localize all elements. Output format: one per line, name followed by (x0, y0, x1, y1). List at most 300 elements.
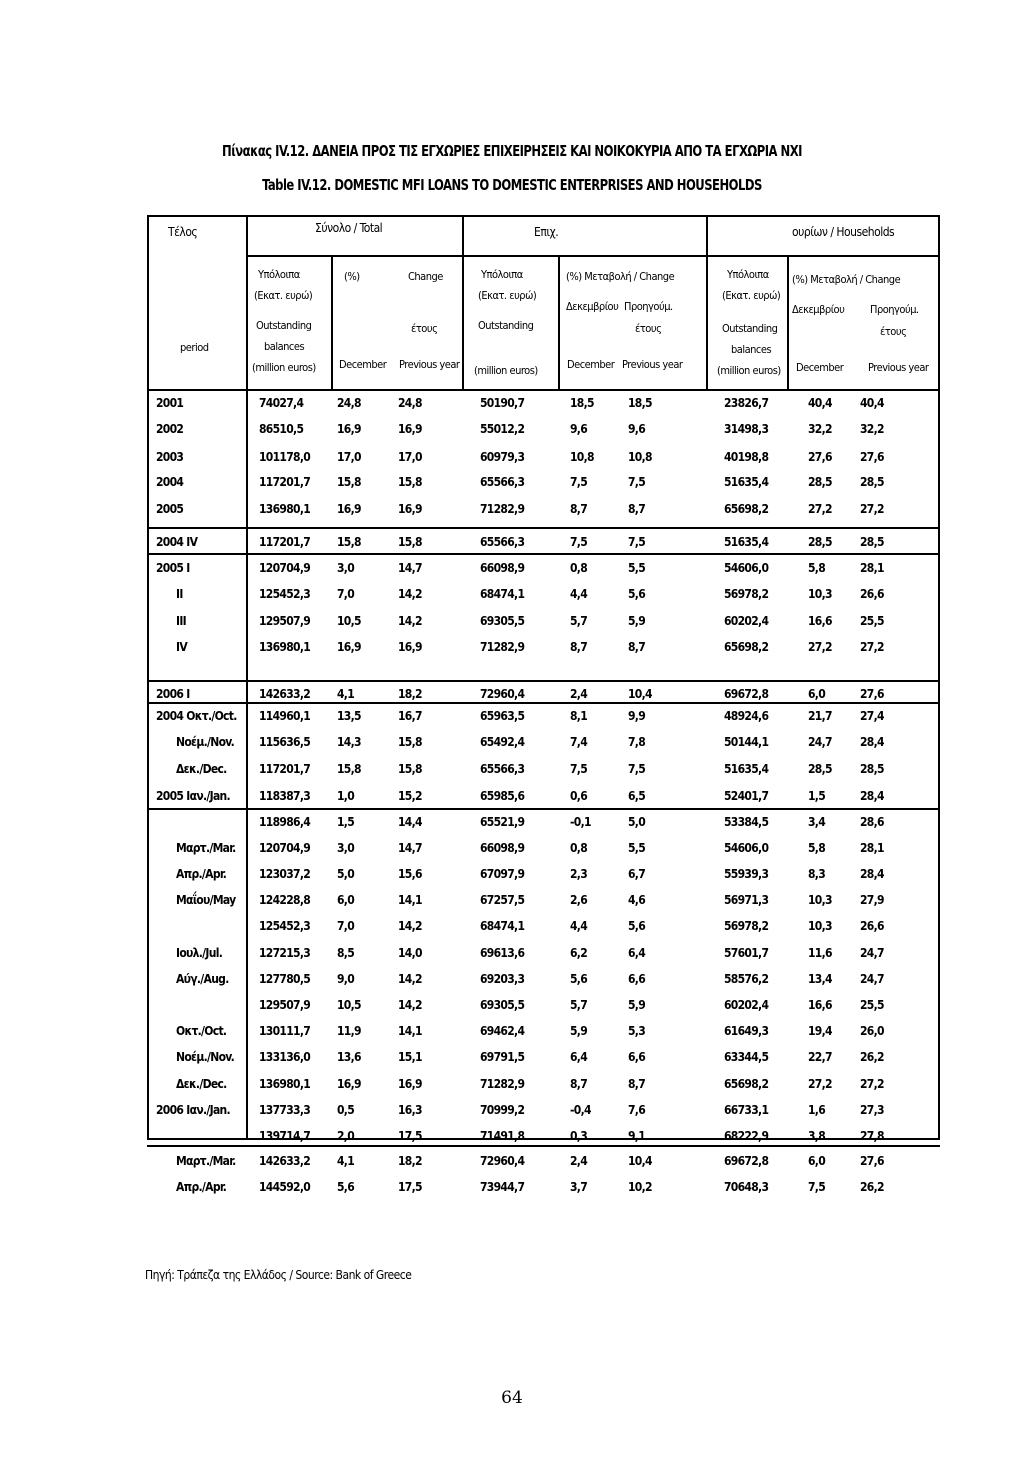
cell-total-change-prev: 14,2 (398, 998, 422, 1012)
cell-hh-change-prev: 40,4 (860, 396, 884, 410)
cell-total-outstanding: 142633,2 (259, 687, 311, 701)
cell-ent-change-prev: 7,5 (628, 535, 646, 549)
header-outstanding-en: Outstanding (256, 319, 312, 332)
cell-total-change-prev: 15,8 (398, 535, 422, 549)
table-row (0, 683, 1024, 705)
cell-ent-change-dec: 0,3 (570, 1129, 588, 1143)
cell-hh-outstanding: 53384,5 (724, 815, 769, 829)
header-outstanding-unit: (Εκατ. ευρώ) (478, 289, 537, 302)
grid-line (331, 255, 333, 389)
row-period-label: Μαρτ./Mar. (176, 841, 236, 855)
cell-total-change-dec: 17,0 (337, 450, 361, 464)
cell-ent-change-prev: 8,7 (628, 502, 646, 516)
cell-ent-outstanding: 69203,3 (480, 972, 525, 986)
header-balances-en: balances (264, 340, 305, 353)
cell-total-change-dec: 1,0 (337, 789, 355, 803)
cell-hh-change-dec: 27,2 (808, 502, 832, 516)
cell-ent-change-dec: 0,8 (570, 841, 588, 855)
cell-hh-change-prev: 27,6 (860, 1154, 884, 1168)
row-period-label: III (176, 614, 186, 628)
cell-hh-change-dec: 5,8 (808, 561, 826, 575)
header-outstanding-unit: (Εκατ. ευρώ) (722, 289, 781, 302)
cell-total-change-prev: 14,0 (398, 946, 422, 960)
table-row (0, 392, 1024, 414)
cell-ent-change-prev: 10,4 (628, 1154, 652, 1168)
cell-ent-change-dec: 0,6 (570, 789, 588, 803)
table-row (0, 557, 1024, 579)
cell-hh-change-dec: 32,2 (808, 422, 832, 436)
cell-total-outstanding: 129507,9 (259, 998, 311, 1012)
cell-ent-change-dec: 6,4 (570, 1050, 588, 1064)
cell-hh-change-prev: 27,2 (860, 502, 884, 516)
cell-hh-change-prev: 27,9 (860, 893, 884, 907)
cell-ent-outstanding: 69462,4 (480, 1024, 525, 1038)
cell-hh-change-prev: 28,5 (860, 535, 884, 549)
cell-total-outstanding: 137733,3 (259, 1103, 311, 1117)
grid-line (462, 215, 464, 389)
cell-hh-change-dec: 11,6 (808, 946, 832, 960)
cell-total-outstanding: 120704,9 (259, 841, 311, 855)
cell-total-change-prev: 15,6 (398, 867, 422, 881)
row-period-label: Αύγ./Aug. (176, 972, 229, 986)
cell-hh-change-prev: 26,0 (860, 1024, 884, 1038)
cell-hh-change-dec: 10,3 (808, 919, 832, 933)
cell-total-change-dec: 1,5 (337, 815, 355, 829)
cell-hh-change-dec: 6,0 (808, 1154, 826, 1168)
cell-total-change-dec: 15,8 (337, 535, 361, 549)
cell-hh-change-prev: 28,4 (860, 789, 884, 803)
cell-total-change-dec: 8,5 (337, 946, 355, 960)
cell-hh-outstanding: 50144,1 (724, 735, 769, 749)
cell-ent-change-dec: 8,7 (570, 502, 588, 516)
cell-hh-change-dec: 1,6 (808, 1103, 826, 1117)
cell-total-change-prev: 14,7 (398, 561, 422, 575)
row-period-label: Απρ./Apr. (176, 1180, 227, 1194)
header-year-el: έτους (411, 322, 438, 335)
cell-ent-outstanding: 71282,9 (480, 640, 525, 654)
page-number: 64 (501, 1388, 523, 1408)
cell-hh-change-prev: 27,2 (860, 1077, 884, 1091)
cell-ent-outstanding: 72960,4 (480, 687, 525, 701)
row-period-label: 2005 I (156, 561, 190, 575)
cell-total-change-prev: 17,5 (398, 1129, 422, 1143)
cell-hh-change-dec: 24,7 (808, 735, 832, 749)
cell-hh-outstanding: 60202,4 (724, 998, 769, 1012)
grid-line (147, 553, 940, 555)
header-year-el: έτους (635, 322, 662, 335)
cell-ent-outstanding: 65963,5 (480, 709, 525, 723)
cell-total-change-prev: 16,3 (398, 1103, 422, 1117)
table-row (0, 446, 1024, 468)
cell-total-change-prev: 14,2 (398, 919, 422, 933)
cell-total-outstanding: 129507,9 (259, 614, 311, 628)
cell-hh-outstanding: 31498,3 (724, 422, 769, 436)
cell-total-change-prev: 15,2 (398, 789, 422, 803)
cell-ent-outstanding: 69305,5 (480, 614, 525, 628)
cell-ent-change-prev: 9,6 (628, 422, 646, 436)
cell-ent-change-dec: 7,5 (570, 762, 588, 776)
header-outstanding-el: Υπόλοιπα (727, 268, 769, 281)
cell-total-change-prev: 17,5 (398, 1180, 422, 1194)
cell-total-change-prev: 15,8 (398, 762, 422, 776)
cell-ent-change-dec: 2,6 (570, 893, 588, 907)
row-period-label: Ιουλ./Jul. (176, 946, 223, 960)
header-year-el: έτους (880, 325, 907, 338)
cell-total-outstanding: 127215,3 (259, 946, 311, 960)
cell-ent-outstanding: 50190,7 (480, 396, 525, 410)
cell-ent-outstanding: 55012,2 (480, 422, 525, 436)
cell-ent-outstanding: 71282,9 (480, 1077, 525, 1091)
cell-hh-outstanding: 70648,3 (724, 1180, 769, 1194)
cell-total-outstanding: 144592,0 (259, 1180, 311, 1194)
cell-ent-change-prev: 10,4 (628, 687, 652, 701)
cell-ent-change-dec: 5,6 (570, 972, 588, 986)
cell-total-outstanding: 125452,3 (259, 587, 311, 601)
cell-ent-change-dec: -0,1 (570, 815, 591, 829)
cell-ent-outstanding: 69613,6 (480, 946, 525, 960)
cell-total-outstanding: 127780,5 (259, 972, 311, 986)
cell-ent-change-dec: 10,8 (570, 450, 594, 464)
cell-ent-change-prev: 5,6 (628, 587, 646, 601)
row-period-label: Μαρτ./Mar. (176, 1154, 236, 1168)
cell-ent-change-dec: 2,3 (570, 867, 588, 881)
table-row (0, 705, 1024, 727)
table-row (0, 863, 1024, 885)
cell-ent-outstanding: 72960,4 (480, 1154, 525, 1168)
header-group-enterprises: Επιχ. (534, 225, 559, 239)
cell-total-outstanding: 120704,9 (259, 561, 311, 575)
cell-hh-change-dec: 40,4 (808, 396, 832, 410)
cell-total-change-dec: 4,1 (337, 1154, 355, 1168)
cell-ent-change-prev: 5,9 (628, 614, 646, 628)
cell-ent-change-dec: 4,4 (570, 919, 588, 933)
header-previous-year-en: Previous year (868, 361, 929, 374)
cell-hh-change-prev: 28,6 (860, 815, 884, 829)
cell-total-change-dec: 3,0 (337, 561, 355, 575)
cell-total-change-prev: 16,9 (398, 1077, 422, 1091)
cell-ent-change-prev: 8,7 (628, 1077, 646, 1091)
cell-hh-change-dec: 7,5 (808, 1180, 826, 1194)
cell-hh-change-prev: 28,5 (860, 475, 884, 489)
cell-total-outstanding: 136980,1 (259, 640, 311, 654)
row-period-label: 2004 Οκτ./Oct. (156, 709, 237, 723)
cell-ent-outstanding: 67257,5 (480, 893, 525, 907)
cell-hh-change-dec: 5,8 (808, 841, 826, 855)
grid-line (147, 389, 940, 391)
cell-total-outstanding: 133136,0 (259, 1050, 311, 1064)
header-december-el: Δεκεμβρίου (792, 303, 845, 316)
cell-total-outstanding: 74027,4 (259, 396, 304, 410)
cell-total-change-dec: 0,5 (337, 1103, 355, 1117)
cell-ent-change-prev: 5,5 (628, 561, 646, 575)
cell-hh-change-dec: 27,6 (808, 450, 832, 464)
header-december-el: Δεκεμβρίου (566, 300, 619, 313)
cell-total-change-prev: 14,2 (398, 587, 422, 601)
cell-hh-change-prev: 26,2 (860, 1180, 884, 1194)
cell-total-outstanding: 130111,7 (259, 1024, 311, 1038)
cell-hh-change-dec: 16,6 (808, 998, 832, 1012)
cell-ent-change-dec: 8,7 (570, 640, 588, 654)
row-period-label: 2002 (156, 422, 184, 436)
cell-ent-change-dec: 2,4 (570, 687, 588, 701)
cell-total-change-prev: 15,8 (398, 475, 422, 489)
cell-hh-outstanding: 56971,3 (724, 893, 769, 907)
cell-hh-outstanding: 58576,2 (724, 972, 769, 986)
cell-hh-outstanding: 57601,7 (724, 946, 769, 960)
cell-hh-change-dec: 6,0 (808, 687, 826, 701)
cell-hh-change-dec: 3,4 (808, 815, 826, 829)
cell-hh-outstanding: 54606,0 (724, 561, 769, 575)
cell-total-change-dec: 16,9 (337, 502, 361, 516)
cell-hh-change-prev: 25,5 (860, 614, 884, 628)
cell-ent-outstanding: 66098,9 (480, 561, 525, 575)
cell-total-outstanding: 117201,7 (259, 475, 311, 489)
row-period-label: 2005 (156, 502, 184, 516)
header-outstanding-en: Outstanding (478, 319, 534, 332)
cell-total-change-prev: 24,8 (398, 396, 422, 410)
cell-hh-outstanding: 55939,3 (724, 867, 769, 881)
cell-ent-change-prev: 9,1 (628, 1129, 646, 1143)
cell-hh-change-prev: 26,6 (860, 587, 884, 601)
cell-ent-change-dec: 8,1 (570, 709, 588, 723)
cell-ent-change-dec: 7,5 (570, 535, 588, 549)
cell-ent-change-prev: 7,8 (628, 735, 646, 749)
cell-total-change-dec: 4,1 (337, 687, 355, 701)
cell-hh-change-dec: 22,7 (808, 1050, 832, 1064)
cell-ent-change-dec: 5,9 (570, 1024, 588, 1038)
cell-total-change-prev: 16,7 (398, 709, 422, 723)
row-period-label: 2004 (156, 475, 184, 489)
cell-ent-change-dec: 0,8 (570, 561, 588, 575)
cell-hh-outstanding: 56978,2 (724, 919, 769, 933)
cell-hh-change-dec: 16,6 (808, 614, 832, 628)
cell-total-change-prev: 17,0 (398, 450, 422, 464)
cell-total-change-dec: 16,9 (337, 1077, 361, 1091)
cell-hh-change-prev: 27,2 (860, 640, 884, 654)
table-row (0, 994, 1024, 1016)
cell-total-change-prev: 15,8 (398, 735, 422, 749)
cell-ent-outstanding: 66098,9 (480, 841, 525, 855)
cell-total-change-dec: 10,5 (337, 614, 361, 628)
cell-ent-outstanding: 71282,9 (480, 502, 525, 516)
cell-hh-change-prev: 28,5 (860, 762, 884, 776)
cell-hh-change-dec: 27,2 (808, 1077, 832, 1091)
cell-total-change-prev: 14,1 (398, 1024, 422, 1038)
grid-line (147, 527, 940, 529)
cell-hh-change-dec: 10,3 (808, 587, 832, 601)
cell-total-outstanding: 118387,3 (259, 789, 311, 803)
cell-ent-change-dec: 18,5 (570, 396, 594, 410)
cell-hh-outstanding: 40198,8 (724, 450, 769, 464)
cell-hh-change-dec: 13,4 (808, 972, 832, 986)
row-period-label: 2006 Ιαν./Jan. (156, 1103, 230, 1117)
cell-ent-outstanding: 65492,4 (480, 735, 525, 749)
cell-hh-change-prev: 28,4 (860, 867, 884, 881)
cell-hh-outstanding: 65698,2 (724, 502, 769, 516)
cell-hh-outstanding: 48924,6 (724, 709, 769, 723)
cell-total-outstanding: 123037,2 (259, 867, 311, 881)
cell-hh-change-prev: 27,8 (860, 1129, 884, 1143)
table-row (0, 785, 1024, 807)
cell-hh-change-prev: 25,5 (860, 998, 884, 1012)
source-note: Πηγή: Τράπεζα της Ελλάδος / Source: Bank of Greece (145, 1268, 412, 1282)
cell-total-change-dec: 7,0 (337, 587, 355, 601)
cell-hh-change-prev: 27,3 (860, 1103, 884, 1117)
cell-hh-change-prev: 32,2 (860, 422, 884, 436)
cell-ent-change-prev: 5,3 (628, 1024, 646, 1038)
cell-hh-outstanding: 61649,3 (724, 1024, 769, 1038)
grid-line (147, 680, 940, 682)
header-outstanding-en: Outstanding (722, 322, 778, 335)
cell-ent-outstanding: 65566,3 (480, 475, 525, 489)
table-row (0, 1020, 1024, 1042)
cell-total-change-prev: 18,2 (398, 1154, 422, 1168)
cell-total-outstanding: 117201,7 (259, 535, 311, 549)
cell-hh-change-prev: 27,6 (860, 450, 884, 464)
cell-hh-change-prev: 27,6 (860, 687, 884, 701)
cell-ent-change-prev: 10,2 (628, 1180, 652, 1194)
cell-ent-outstanding: 73944,7 (480, 1180, 525, 1194)
header-outstanding-el: Υπόλοιπα (481, 268, 523, 281)
table-title-greek: Πίνακας IV.12. ΔΑΝΕΙΑ ΠΡΟΣ ΤΙΣ ΕΓΧΩΡΙΕΣ ΕΠΙΧΕΙΡΗΣΕΙΣ ΚΑΙ ΝΟΙΚΟΚΥΡΙΑ ΑΠΟ ΤΑ ΕΓΧΩΡΙΑ ΝΧΙ (222, 142, 802, 160)
row-period-label: Νοέμ./Nov. (176, 735, 235, 749)
cell-ent-outstanding: 68474,1 (480, 919, 525, 933)
header-group-households: ουρίων / Households (792, 225, 895, 239)
cell-total-change-dec: 24,8 (337, 396, 361, 410)
cell-hh-change-dec: 3,8 (808, 1129, 826, 1143)
cell-hh-outstanding: 51635,4 (724, 475, 769, 489)
cell-total-outstanding: 115636,5 (259, 735, 311, 749)
cell-ent-change-prev: 6,7 (628, 867, 646, 881)
table-row (0, 418, 1024, 440)
cell-hh-outstanding: 56978,2 (724, 587, 769, 601)
cell-total-change-prev: 18,2 (398, 687, 422, 701)
header-december-en: December (339, 358, 387, 371)
cell-hh-change-dec: 28,5 (808, 535, 832, 549)
cell-ent-change-prev: 18,5 (628, 396, 652, 410)
cell-ent-change-prev: 7,5 (628, 762, 646, 776)
row-period-label: IV (176, 640, 187, 654)
cell-total-change-dec: 15,8 (337, 762, 361, 776)
cell-ent-outstanding: 65566,3 (480, 762, 525, 776)
cell-total-change-prev: 14,7 (398, 841, 422, 855)
row-period-label: 2004 IV (156, 535, 198, 549)
cell-total-outstanding: 136980,1 (259, 502, 311, 516)
cell-ent-change-dec: 7,4 (570, 735, 588, 749)
header-change: Change (408, 270, 443, 283)
table-row (0, 1073, 1024, 1095)
cell-hh-outstanding: 69672,8 (724, 1154, 769, 1168)
cell-ent-change-prev: 8,7 (628, 640, 646, 654)
grid-line (706, 215, 708, 389)
cell-total-outstanding: 136980,1 (259, 1077, 311, 1091)
cell-ent-change-dec: 2,4 (570, 1154, 588, 1168)
cell-ent-outstanding: 68474,1 (480, 587, 525, 601)
row-period-label: 2006 I (156, 687, 190, 701)
header-pct-change: (%) Μεταβολή / Change (566, 270, 675, 283)
header-outstanding-unit: (Εκατ. ευρώ) (254, 289, 313, 302)
cell-ent-change-dec: -0,4 (570, 1103, 591, 1117)
row-period-label: Απρ./Apr. (176, 867, 227, 881)
cell-total-change-prev: 15,1 (398, 1050, 422, 1064)
cell-ent-outstanding: 71491,8 (480, 1129, 525, 1143)
cell-ent-outstanding: 60979,3 (480, 450, 525, 464)
cell-ent-change-prev: 5,6 (628, 919, 646, 933)
cell-hh-change-prev: 28,4 (860, 735, 884, 749)
cell-hh-outstanding: 23826,7 (724, 396, 769, 410)
cell-total-outstanding: 86510,5 (259, 422, 304, 436)
table-row (0, 583, 1024, 605)
table-row (0, 915, 1024, 937)
table-row (0, 942, 1024, 964)
cell-hh-outstanding: 68222,9 (724, 1129, 769, 1143)
cell-hh-change-prev: 28,1 (860, 841, 884, 855)
header-december-en: December (796, 361, 844, 374)
table-row (0, 731, 1024, 753)
header-group-total: Σύνολο / Total (315, 221, 383, 235)
cell-total-outstanding: 118986,4 (259, 815, 311, 829)
table-row (0, 498, 1024, 520)
cell-ent-change-prev: 7,6 (628, 1103, 646, 1117)
cell-hh-outstanding: 54606,0 (724, 841, 769, 855)
grid-line (147, 808, 940, 810)
cell-ent-change-dec: 3,7 (570, 1180, 588, 1194)
cell-hh-change-prev: 26,2 (860, 1050, 884, 1064)
grid-line (558, 255, 560, 389)
header-previous-year-en: Previous year (399, 358, 460, 371)
cell-hh-change-prev: 27,4 (860, 709, 884, 723)
table-row (0, 968, 1024, 990)
row-period-label: Δεκ./Dec. (176, 1077, 227, 1091)
cell-total-change-dec: 13,5 (337, 709, 361, 723)
cell-ent-change-dec: 5,7 (570, 614, 588, 628)
cell-hh-change-dec: 19,4 (808, 1024, 832, 1038)
header-pct-change: (%) Μεταβολή / Change (792, 273, 901, 286)
cell-total-change-prev: 14,2 (398, 972, 422, 986)
cell-ent-change-prev: 6,5 (628, 789, 646, 803)
cell-ent-outstanding: 69305,5 (480, 998, 525, 1012)
cell-ent-change-prev: 10,8 (628, 450, 652, 464)
cell-total-change-prev: 14,4 (398, 815, 422, 829)
cell-ent-change-prev: 5,0 (628, 815, 646, 829)
table-title-english: Table IV.12. DOMESTIC MFI LOANS TO DOMESTIC ENTERPRISES AND HOUSEHOLDS (262, 176, 762, 194)
cell-hh-outstanding: 63344,5 (724, 1050, 769, 1064)
header-million-euros: (million euros) (252, 361, 316, 374)
header-million-euros: (million euros) (474, 364, 538, 377)
header-outstanding-el: Υπόλοιπα (258, 268, 300, 281)
cell-ent-change-prev: 7,5 (628, 475, 646, 489)
cell-hh-change-prev: 24,7 (860, 946, 884, 960)
cell-total-change-dec: 2,0 (337, 1129, 355, 1143)
table-row (0, 1150, 1024, 1172)
row-period-label: Μαΐου/May (176, 893, 236, 907)
cell-hh-outstanding: 52401,7 (724, 789, 769, 803)
cell-total-change-dec: 16,9 (337, 422, 361, 436)
table-row (0, 758, 1024, 780)
cell-hh-change-prev: 28,1 (860, 561, 884, 575)
cell-total-change-prev: 14,2 (398, 614, 422, 628)
cell-hh-outstanding: 65698,2 (724, 1077, 769, 1091)
cell-ent-change-prev: 4,6 (628, 893, 646, 907)
table-row (0, 1046, 1024, 1068)
header-balances-en: balances (731, 343, 772, 356)
cell-hh-outstanding: 51635,4 (724, 762, 769, 776)
cell-total-change-dec: 5,6 (337, 1180, 355, 1194)
header-pct: (%) (344, 270, 360, 283)
table-row (0, 1176, 1024, 1198)
cell-hh-outstanding: 65698,2 (724, 640, 769, 654)
cell-total-change-dec: 3,0 (337, 841, 355, 855)
